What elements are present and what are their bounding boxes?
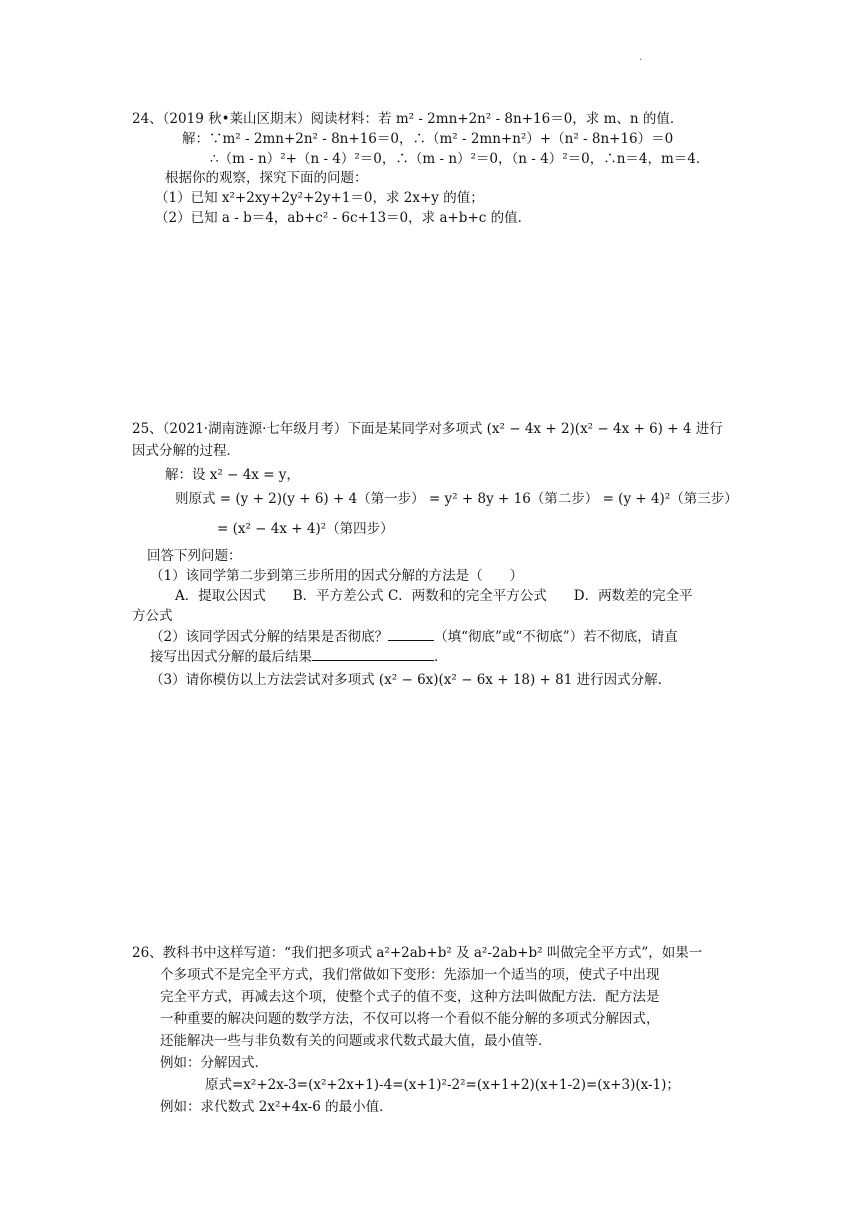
q26-line-2: 个多项式不是完全平方式，我们常做如下变形：先添加一个适当的项，使式子中出现 <box>160 967 660 983</box>
q26-line-3: 完全平方式，再减去这个项，使整个式子的值不变，这种方法叫做配方法．配方法是 <box>160 989 660 1005</box>
q26-example-2-label: 例如：求代数式 2x²+4x-6 的最小值． <box>160 1099 393 1115</box>
q25-part-2-blank-2[interactable] <box>312 647 434 661</box>
q25-solution-let: 解：设 x² − 4x = y， <box>165 467 300 483</box>
q25-part-2-blank-1[interactable] <box>388 627 434 641</box>
q25-part-1: （1）该同学第二步到第三步所用的因式分解的方法是（ ） <box>150 568 524 584</box>
q25-part-2-cont <box>150 647 448 666</box>
q25-questions-intro: 回答下列问题： <box>147 548 242 564</box>
q26-example-1-label: 例如：分解因式． <box>160 1055 268 1071</box>
q24-part-1: （1）已知 x²+2xy+2y²+2y+1＝0，求 2x+y 的值； <box>155 190 484 206</box>
q26-line-5: 还能解决一些与非负数有关的问题或求代数式最大值，最小值等． <box>160 1033 552 1049</box>
q25-part-2-text-b: （填“彻底”或“不彻底”）若不彻底，请直 <box>434 629 678 645</box>
q25-solution-steps: 则原式 = (y + 2)(y + 6) + 4（第一步） = y² + 8y + 16（第二步） = (y + 4)²（第三步） <box>175 491 738 507</box>
q26-example-1-work: 原式=x²+2x-3=(x²+2x+1)-4=(x+1)²-2²=(x+1+2)(x+1-2)=(x+3)(x-1)； <box>205 1077 680 1093</box>
q25-part-2 <box>150 627 678 646</box>
q25-part-3: （3）请你模仿以上方法尝试对多项式 (x² − 6x)(x² − 6x + 18) + 81 进行因式分解． <box>150 672 672 688</box>
q25-part-2-text-d: ． <box>434 649 448 665</box>
q25-solution-step-4: = (x² − 4x + 4)²（第四步） <box>217 521 394 537</box>
q24-title: 24、（2019 秋•莱山区期末）阅读材料：若 m² - 2mn+2n² - 8n+16＝0，求 m、n 的值． <box>132 111 684 127</box>
q25-part-1-options-cont: 方公式 <box>132 608 173 624</box>
q24-part-2: （2）已知 a - b＝4，ab+c² - 6c+13＝0，求 a+b+c 的值． <box>155 210 532 226</box>
q25-part-2-text-c: 接写出因式分解的最后结果 <box>150 649 312 665</box>
q26-line-1: 26、教科书中这样写道：“我们把多项式 a²+2ab+b² 及 a²-2ab+b² 叫做完全平方式”，如果一 <box>132 945 703 961</box>
q25-title: 25、（2021·湖南涟源·七年级月考）下面是某同学对多项式 (x² − 4x + 2)(x² − 4x + 6) + 4 进行 <box>132 421 723 437</box>
header-dot: · <box>639 55 643 66</box>
q25-part-2-text-a: （2）该同学因式分解的结果是否彻底？ <box>150 629 389 645</box>
q24-solution-line-2: ∴（m - n）²+（n - 4）²＝0，∴（m - n）²＝0，（n - 4）²＝0，∴n＝4，m＝4． <box>210 151 710 167</box>
q25-title-cont: 因式分解的过程． <box>132 443 240 459</box>
q25-part-1-options: A．提取公因式 B．平方差公式 C．两数和的完全平方公式 D．两数差的完全平 <box>175 588 693 604</box>
q26-line-4: 一种重要的解决问题的数学方法，不仅可以将一个看似不能分解的多项式分解因式， <box>160 1011 660 1027</box>
q24-solution-line-1: 解：∵m² - 2mn+2n² - 8n+16＝0，∴（m² - 2mn+n²）+（n² - 8n+16）＝0 <box>182 131 674 147</box>
q24-instruction: 根据你的观察，探究下面的问题： <box>165 170 368 186</box>
